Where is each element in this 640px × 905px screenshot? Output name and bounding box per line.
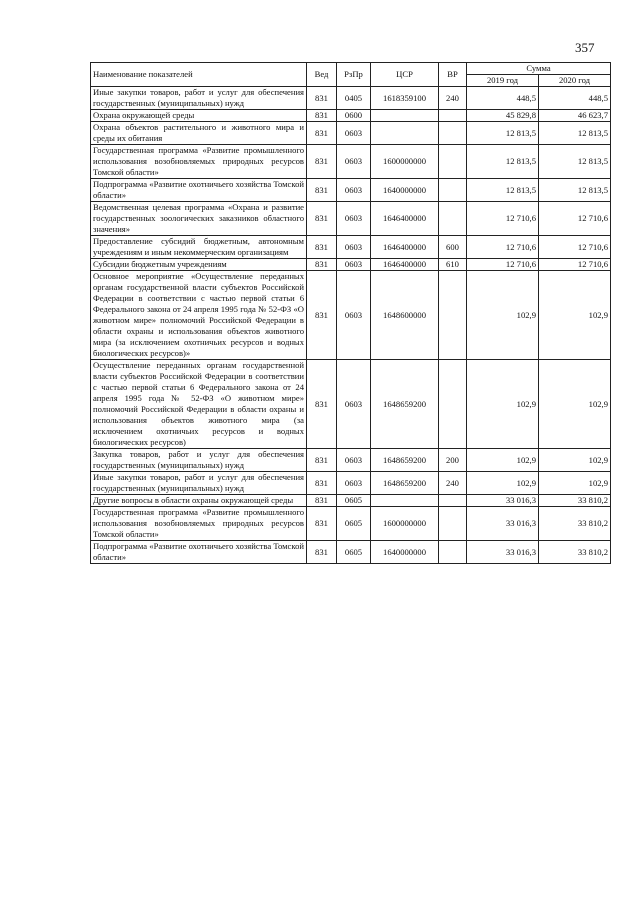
table-row	[91, 259, 611, 271]
cell-value-2020: 12 813,5	[539, 145, 611, 179]
header-rzpr: РзПр	[337, 63, 371, 87]
cell-value-2020: 33 810,2	[539, 495, 611, 507]
cell-ved: 831	[307, 259, 337, 271]
cell-vr	[439, 122, 467, 145]
cell-name: Государственная программа «Развитие промышленного использования возобновляемых природных ресурсов Томской области»	[91, 145, 307, 179]
cell-rzpr: 0603	[337, 472, 371, 495]
cell-csr: 1600000000	[371, 145, 439, 179]
cell-value-2019: 102,9	[467, 472, 539, 495]
cell-vr: 240	[439, 87, 467, 110]
cell-value-2019: 33 016,3	[467, 507, 539, 541]
cell-value-2020: 448,5	[539, 87, 611, 110]
header-sum: Сумма	[467, 63, 611, 75]
cell-vr	[439, 360, 467, 449]
cell-value-2019: 33 016,3	[467, 541, 539, 564]
cell-vr: 610	[439, 259, 467, 271]
cell-csr: 1618359100	[371, 87, 439, 110]
cell-rzpr: 0603	[337, 122, 371, 145]
cell-value-2019: 12 813,5	[467, 122, 539, 145]
header-vr: ВР	[439, 63, 467, 87]
cell-ved: 831	[307, 360, 337, 449]
cell-value-2020: 33 810,2	[539, 507, 611, 541]
cell-value-2020: 12 813,5	[539, 179, 611, 202]
cell-value-2019: 12 710,6	[467, 259, 539, 271]
cell-csr: 1640000000	[371, 541, 439, 564]
cell-value-2020: 12 710,6	[539, 202, 611, 236]
cell-rzpr: 0603	[337, 360, 371, 449]
cell-value-2020: 102,9	[539, 449, 611, 472]
header-name: Наименование показателей	[91, 63, 307, 87]
cell-csr: 1646400000	[371, 259, 439, 271]
table-row	[91, 202, 611, 236]
page-number: 357	[575, 40, 595, 55]
cell-name: Подпрограмма «Развитие охотничьего хозяйства Томской области»	[91, 541, 307, 564]
cell-csr: 1648600000	[371, 271, 439, 360]
cell-name: Основное мероприятие «Осуществление переданных органам государственной власти субъектов Российской Федерации в соответствии с частью первой статьи 6 Федерального закона от 24 апреля 1995 года № 52-ФЗ «О животном мире» полномочий Российской Федерации в области охраны и использования объектов животного мира (за исключением охотничьих ресурсов и водных биологических ресурсов)»	[91, 271, 307, 360]
cell-value-2020: 102,9	[539, 472, 611, 495]
cell-value-2019: 12 813,5	[467, 179, 539, 202]
cell-rzpr: 0603	[337, 271, 371, 360]
cell-name: Осуществление переданных органам государственной власти субъектов Российской Федерации в соответствии с частью первой статьи 6 Федерального закона от 24 апреля 1995 года № 52-ФЗ «О животном мире» полномочий Российской Федерации в области охраны и использования объектов животного мира (за исключением охотничьих ресурсов и водных биологических ресурсов)	[91, 360, 307, 449]
table-row	[91, 110, 611, 122]
cell-ved: 831	[307, 110, 337, 122]
cell-rzpr: 0605	[337, 495, 371, 507]
cell-ved: 831	[307, 495, 337, 507]
table-row	[91, 507, 611, 541]
cell-ved: 831	[307, 271, 337, 360]
table-body	[91, 87, 611, 564]
cell-csr: 1646400000	[371, 202, 439, 236]
cell-ved: 831	[307, 202, 337, 236]
cell-ved: 831	[307, 541, 337, 564]
cell-vr: 240	[439, 472, 467, 495]
cell-ved: 831	[307, 122, 337, 145]
cell-rzpr: 0603	[337, 259, 371, 271]
cell-ved: 831	[307, 145, 337, 179]
cell-csr: 1648659200	[371, 360, 439, 449]
cell-rzpr: 0405	[337, 87, 371, 110]
table-row	[91, 360, 611, 449]
cell-value-2020: 12 710,6	[539, 259, 611, 271]
cell-value-2020: 102,9	[539, 360, 611, 449]
cell-value-2019: 448,5	[467, 87, 539, 110]
header-csr: ЦСР	[371, 63, 439, 87]
header-ved: Вед	[307, 63, 337, 87]
cell-name: Охрана окружающей среды	[91, 110, 307, 122]
cell-value-2019: 12 710,6	[467, 202, 539, 236]
cell-name: Другие вопросы в области охраны окружающей среды	[91, 495, 307, 507]
cell-csr: 1648659200	[371, 472, 439, 495]
cell-name: Иные закупки товаров, работ и услуг для обеспечения государственных (муниципальных) нужд	[91, 87, 307, 110]
cell-rzpr: 0600	[337, 110, 371, 122]
cell-value-2019: 102,9	[467, 271, 539, 360]
table-row	[91, 472, 611, 495]
cell-value-2020: 46 623,7	[539, 110, 611, 122]
cell-value-2019: 33 016,3	[467, 495, 539, 507]
table-row	[91, 449, 611, 472]
header-2020: 2020 год	[539, 75, 611, 87]
cell-ved: 831	[307, 236, 337, 259]
cell-vr	[439, 145, 467, 179]
cell-value-2020: 12 710,6	[539, 236, 611, 259]
cell-value-2019: 102,9	[467, 449, 539, 472]
cell-vr	[439, 507, 467, 541]
cell-ved: 831	[307, 507, 337, 541]
cell-name: Субсидии бюджетным учреждениям	[91, 259, 307, 271]
cell-name: Иные закупки товаров, работ и услуг для обеспечения государственных (муниципальных) нужд	[91, 472, 307, 495]
cell-vr	[439, 202, 467, 236]
cell-name: Ведомственная целевая программа «Охрана и развитие государственных зоологических заказников областного значения»	[91, 202, 307, 236]
header-2019: 2019 год	[467, 75, 539, 87]
cell-csr	[371, 110, 439, 122]
cell-name: Предоставление субсидий бюджетным, автономным учреждениям и иным некоммерческим организациям	[91, 236, 307, 259]
cell-csr: 1648659200	[371, 449, 439, 472]
table-header-row	[91, 63, 611, 75]
cell-name: Государственная программа «Развитие промышленного использования возобновляемых природных ресурсов Томской области»	[91, 507, 307, 541]
cell-csr: 1646400000	[371, 236, 439, 259]
table-row	[91, 87, 611, 110]
cell-vr: 200	[439, 449, 467, 472]
cell-ved: 831	[307, 472, 337, 495]
cell-vr	[439, 110, 467, 122]
cell-ved: 831	[307, 449, 337, 472]
table-row	[91, 179, 611, 202]
cell-value-2020: 102,9	[539, 271, 611, 360]
cell-value-2019: 12 813,5	[467, 145, 539, 179]
cell-rzpr: 0603	[337, 202, 371, 236]
cell-value-2019: 12 710,6	[467, 236, 539, 259]
table-row	[91, 541, 611, 564]
budget-table	[90, 62, 611, 564]
cell-value-2019: 102,9	[467, 360, 539, 449]
cell-ved: 831	[307, 179, 337, 202]
cell-vr	[439, 179, 467, 202]
table-row	[91, 495, 611, 507]
table-row	[91, 122, 611, 145]
cell-name: Охрана объектов растительного и животного мира и среды их обитания	[91, 122, 307, 145]
cell-csr	[371, 495, 439, 507]
cell-name: Закупка товаров, работ и услуг для обеспечения государственных (муниципальных) нужд	[91, 449, 307, 472]
cell-value-2020: 33 810,2	[539, 541, 611, 564]
cell-csr: 1640000000	[371, 179, 439, 202]
cell-vr: 600	[439, 236, 467, 259]
cell-rzpr: 0603	[337, 145, 371, 179]
cell-value-2019: 45 829,8	[467, 110, 539, 122]
cell-vr	[439, 541, 467, 564]
cell-csr: 1600000000	[371, 507, 439, 541]
cell-rzpr: 0605	[337, 541, 371, 564]
cell-name: Подпрограмма «Развитие охотничьего хозяйства Томской области»	[91, 179, 307, 202]
cell-vr	[439, 271, 467, 360]
table-row	[91, 145, 611, 179]
cell-rzpr: 0605	[337, 507, 371, 541]
cell-value-2020: 12 813,5	[539, 122, 611, 145]
table-row	[91, 271, 611, 360]
table-row	[91, 236, 611, 259]
cell-csr	[371, 122, 439, 145]
cell-ved: 831	[307, 87, 337, 110]
cell-rzpr: 0603	[337, 179, 371, 202]
cell-rzpr: 0603	[337, 236, 371, 259]
cell-rzpr: 0603	[337, 449, 371, 472]
cell-vr	[439, 495, 467, 507]
